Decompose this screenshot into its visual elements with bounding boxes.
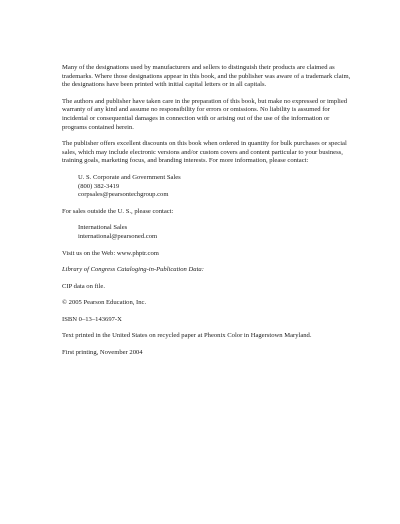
us-sales-contact	[78, 174, 352, 200]
copyright-page	[62, 64, 352, 366]
us-sales-phone: (800) 382-3419	[78, 182, 120, 190]
copyright-line: © 2005 Pearson Education, Inc.	[62, 299, 147, 307]
us-sales-email: corpsales@pearsontechgroup.com	[78, 191, 169, 199]
printed-line: Text printed in the United States on recycled paper at Pheonix Color in Hagerstown Maryland.	[62, 332, 312, 340]
printing-line: First printing, November 2004	[62, 349, 143, 357]
web-line: Visit us on the Web: www.phptr.com	[62, 249, 159, 257]
isbn-line: ISBN 0–13–143697-X	[62, 315, 122, 323]
outside-us-line: For sales outside the U. S., please contact:	[62, 207, 174, 215]
cip-heading: Library of Congress Cataloging-in-Publication Data:	[62, 266, 204, 274]
intl-sales-contact	[78, 224, 352, 241]
intl-sales-email: international@pearsoned.com	[78, 232, 158, 240]
us-sales-name: U. S. Corporate and Government Sales	[78, 173, 181, 181]
trademark-paragraph: Many of the designations used by manufacturers and sellers to distinguish their products are claimed as trademarks. Where those designations appear in this book, and the publisher was aware of a trademark claim, the designations have been printed with initial capital letters or in all capitals.	[62, 64, 351, 89]
liability-paragraph: The authors and publisher have taken care in the preparation of this book, but make no expressed or implied warranty of any kind and assume no responsibility for errors or omissions. No liability is assumed for incidental or consequential damages in connection with or arising out of the use of the information or programs contained herein.	[62, 97, 348, 131]
cip-line: CIP data on file.	[62, 282, 105, 290]
discount-paragraph: The publisher offers excellent discounts on this book when ordered in quantity for bulk purchases or special sales, which may include electronic versions and/or custom covers and content particular to your business, training goals, marketing focus, and branding interests. For more information, please contact:	[62, 140, 347, 165]
intl-sales-name: International Sales	[78, 224, 128, 232]
